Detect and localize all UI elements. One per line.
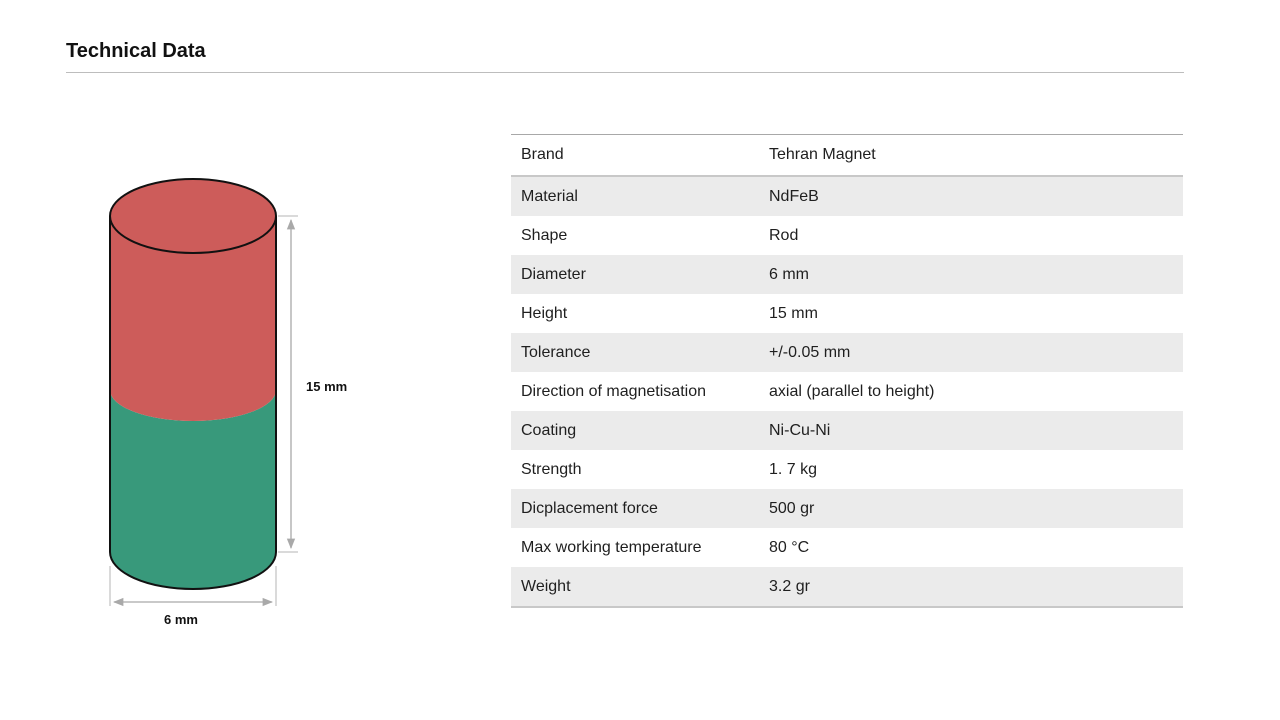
spec-row <box>511 372 1183 411</box>
spec-row <box>511 255 1183 294</box>
spec-label: Tolerance <box>511 333 759 372</box>
spec-value: Ni-Cu-Ni <box>759 411 1183 450</box>
spec-row <box>511 216 1183 255</box>
spec-row <box>511 567 1183 607</box>
spec-row <box>511 294 1183 333</box>
spec-value: +/-0.05 mm <box>759 333 1183 372</box>
magnet-illustration <box>0 0 480 720</box>
spec-label: Direction of magnetisation <box>521 382 706 400</box>
spec-row <box>511 135 1183 177</box>
spec-label: Strength <box>521 460 582 478</box>
diameter-dimension-label: 6 mm <box>164 612 198 627</box>
spec-value: 80 °C <box>769 538 810 556</box>
technical-data-body <box>511 135 1183 608</box>
spec-value: 500 gr <box>759 489 1183 528</box>
height-dimension-label: 15 mm <box>306 379 348 394</box>
spec-label: Dicplacement force <box>511 489 759 528</box>
spec-label: Shape <box>521 226 568 244</box>
spec-label: Diameter <box>511 255 759 294</box>
spec-label: Height <box>521 304 568 322</box>
spec-value: Rod <box>769 226 799 244</box>
spec-value: axial (parallel to height) <box>769 382 935 400</box>
spec-label: Weight <box>511 567 759 607</box>
spec-row <box>511 333 1183 372</box>
spec-row <box>511 411 1183 450</box>
spec-value: 3.2 gr <box>759 567 1183 607</box>
technical-data-table <box>511 134 1183 608</box>
magnet-drawing <box>0 0 480 720</box>
spec-value: 15 mm <box>769 304 818 322</box>
page-title: Technical Data <box>66 40 206 62</box>
spec-label: Material <box>511 176 759 216</box>
spec-value: NdFeB <box>759 176 1183 216</box>
spec-row <box>511 176 1183 216</box>
spec-value: 6 mm <box>759 255 1183 294</box>
spec-value: Tehran Magnet <box>759 135 1183 177</box>
spec-label: Brand <box>511 135 759 177</box>
spec-row <box>511 528 1183 567</box>
spec-label: Max working temperature <box>521 538 702 556</box>
spec-row <box>511 450 1183 489</box>
spec-label: Coating <box>511 411 759 450</box>
spec-row <box>511 489 1183 528</box>
magnet-top-face <box>110 179 276 253</box>
spec-value: 1. 7 kg <box>769 460 818 478</box>
